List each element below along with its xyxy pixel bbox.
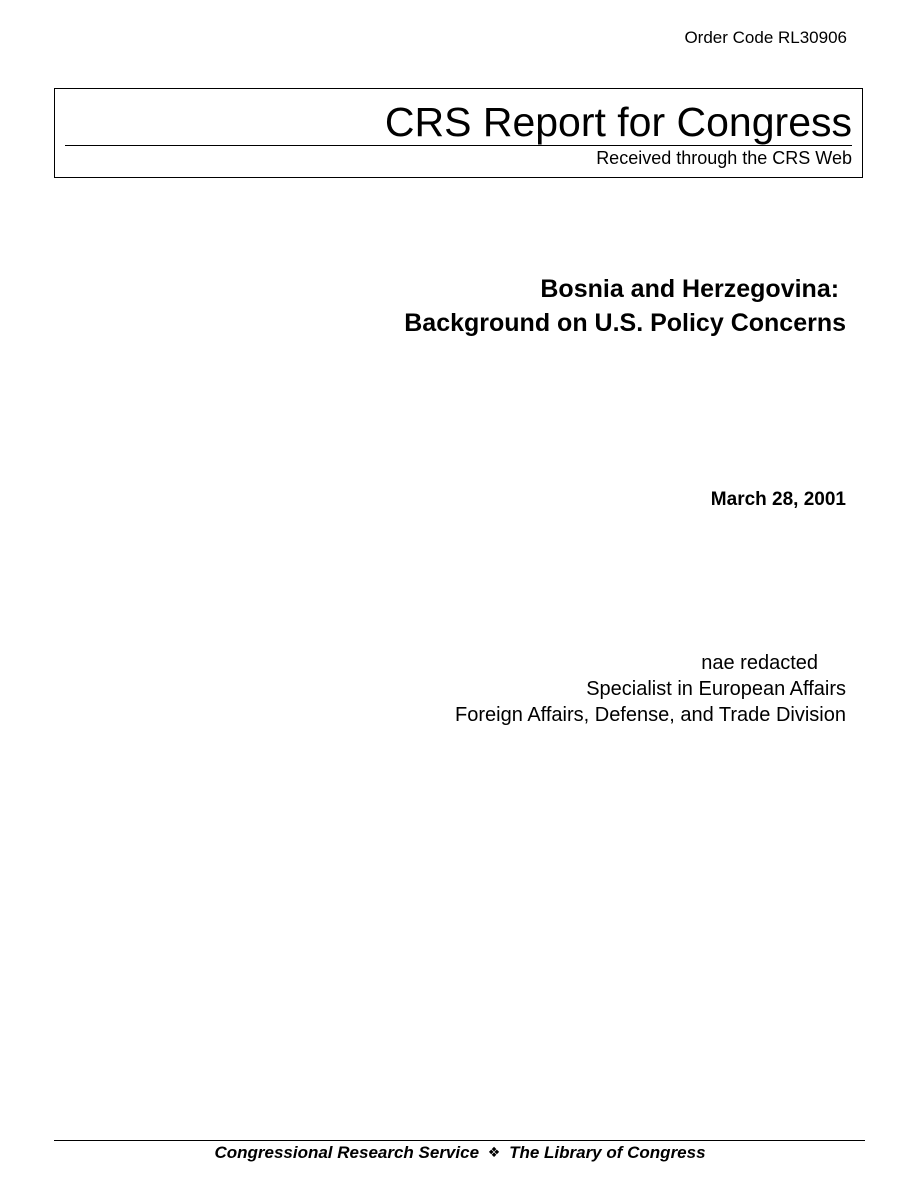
- header-subtitle: Received through the CRS Web: [596, 148, 852, 168]
- report-title-line-1: Bosnia and Herzegovina:: [540, 275, 846, 303]
- footer: [0, 1143, 920, 1163]
- author-division: Foreign Affairs, Defense, and Trade Division: [455, 704, 846, 726]
- author-position: Specialist in European Affairs: [586, 678, 846, 700]
- footer-divider: [54, 1140, 865, 1141]
- order-code: Order Code RL30906: [684, 28, 847, 47]
- header-title: CRS Report for Congress: [384, 99, 852, 145]
- author-block: [455, 650, 846, 728]
- report-title: [404, 272, 846, 340]
- author-name: nae redacted: [701, 652, 818, 674]
- footer-organization: Congressional Research Service: [214, 1143, 480, 1162]
- report-header-box: [54, 88, 863, 178]
- four-diamond-icon: ❖: [487, 1144, 501, 1160]
- report-date: March 28, 2001: [710, 489, 846, 510]
- footer-library: The Library of Congress: [509, 1143, 706, 1162]
- report-title-line-2: Background on U.S. Policy Concerns: [404, 309, 846, 337]
- header-divider: [65, 145, 852, 146]
